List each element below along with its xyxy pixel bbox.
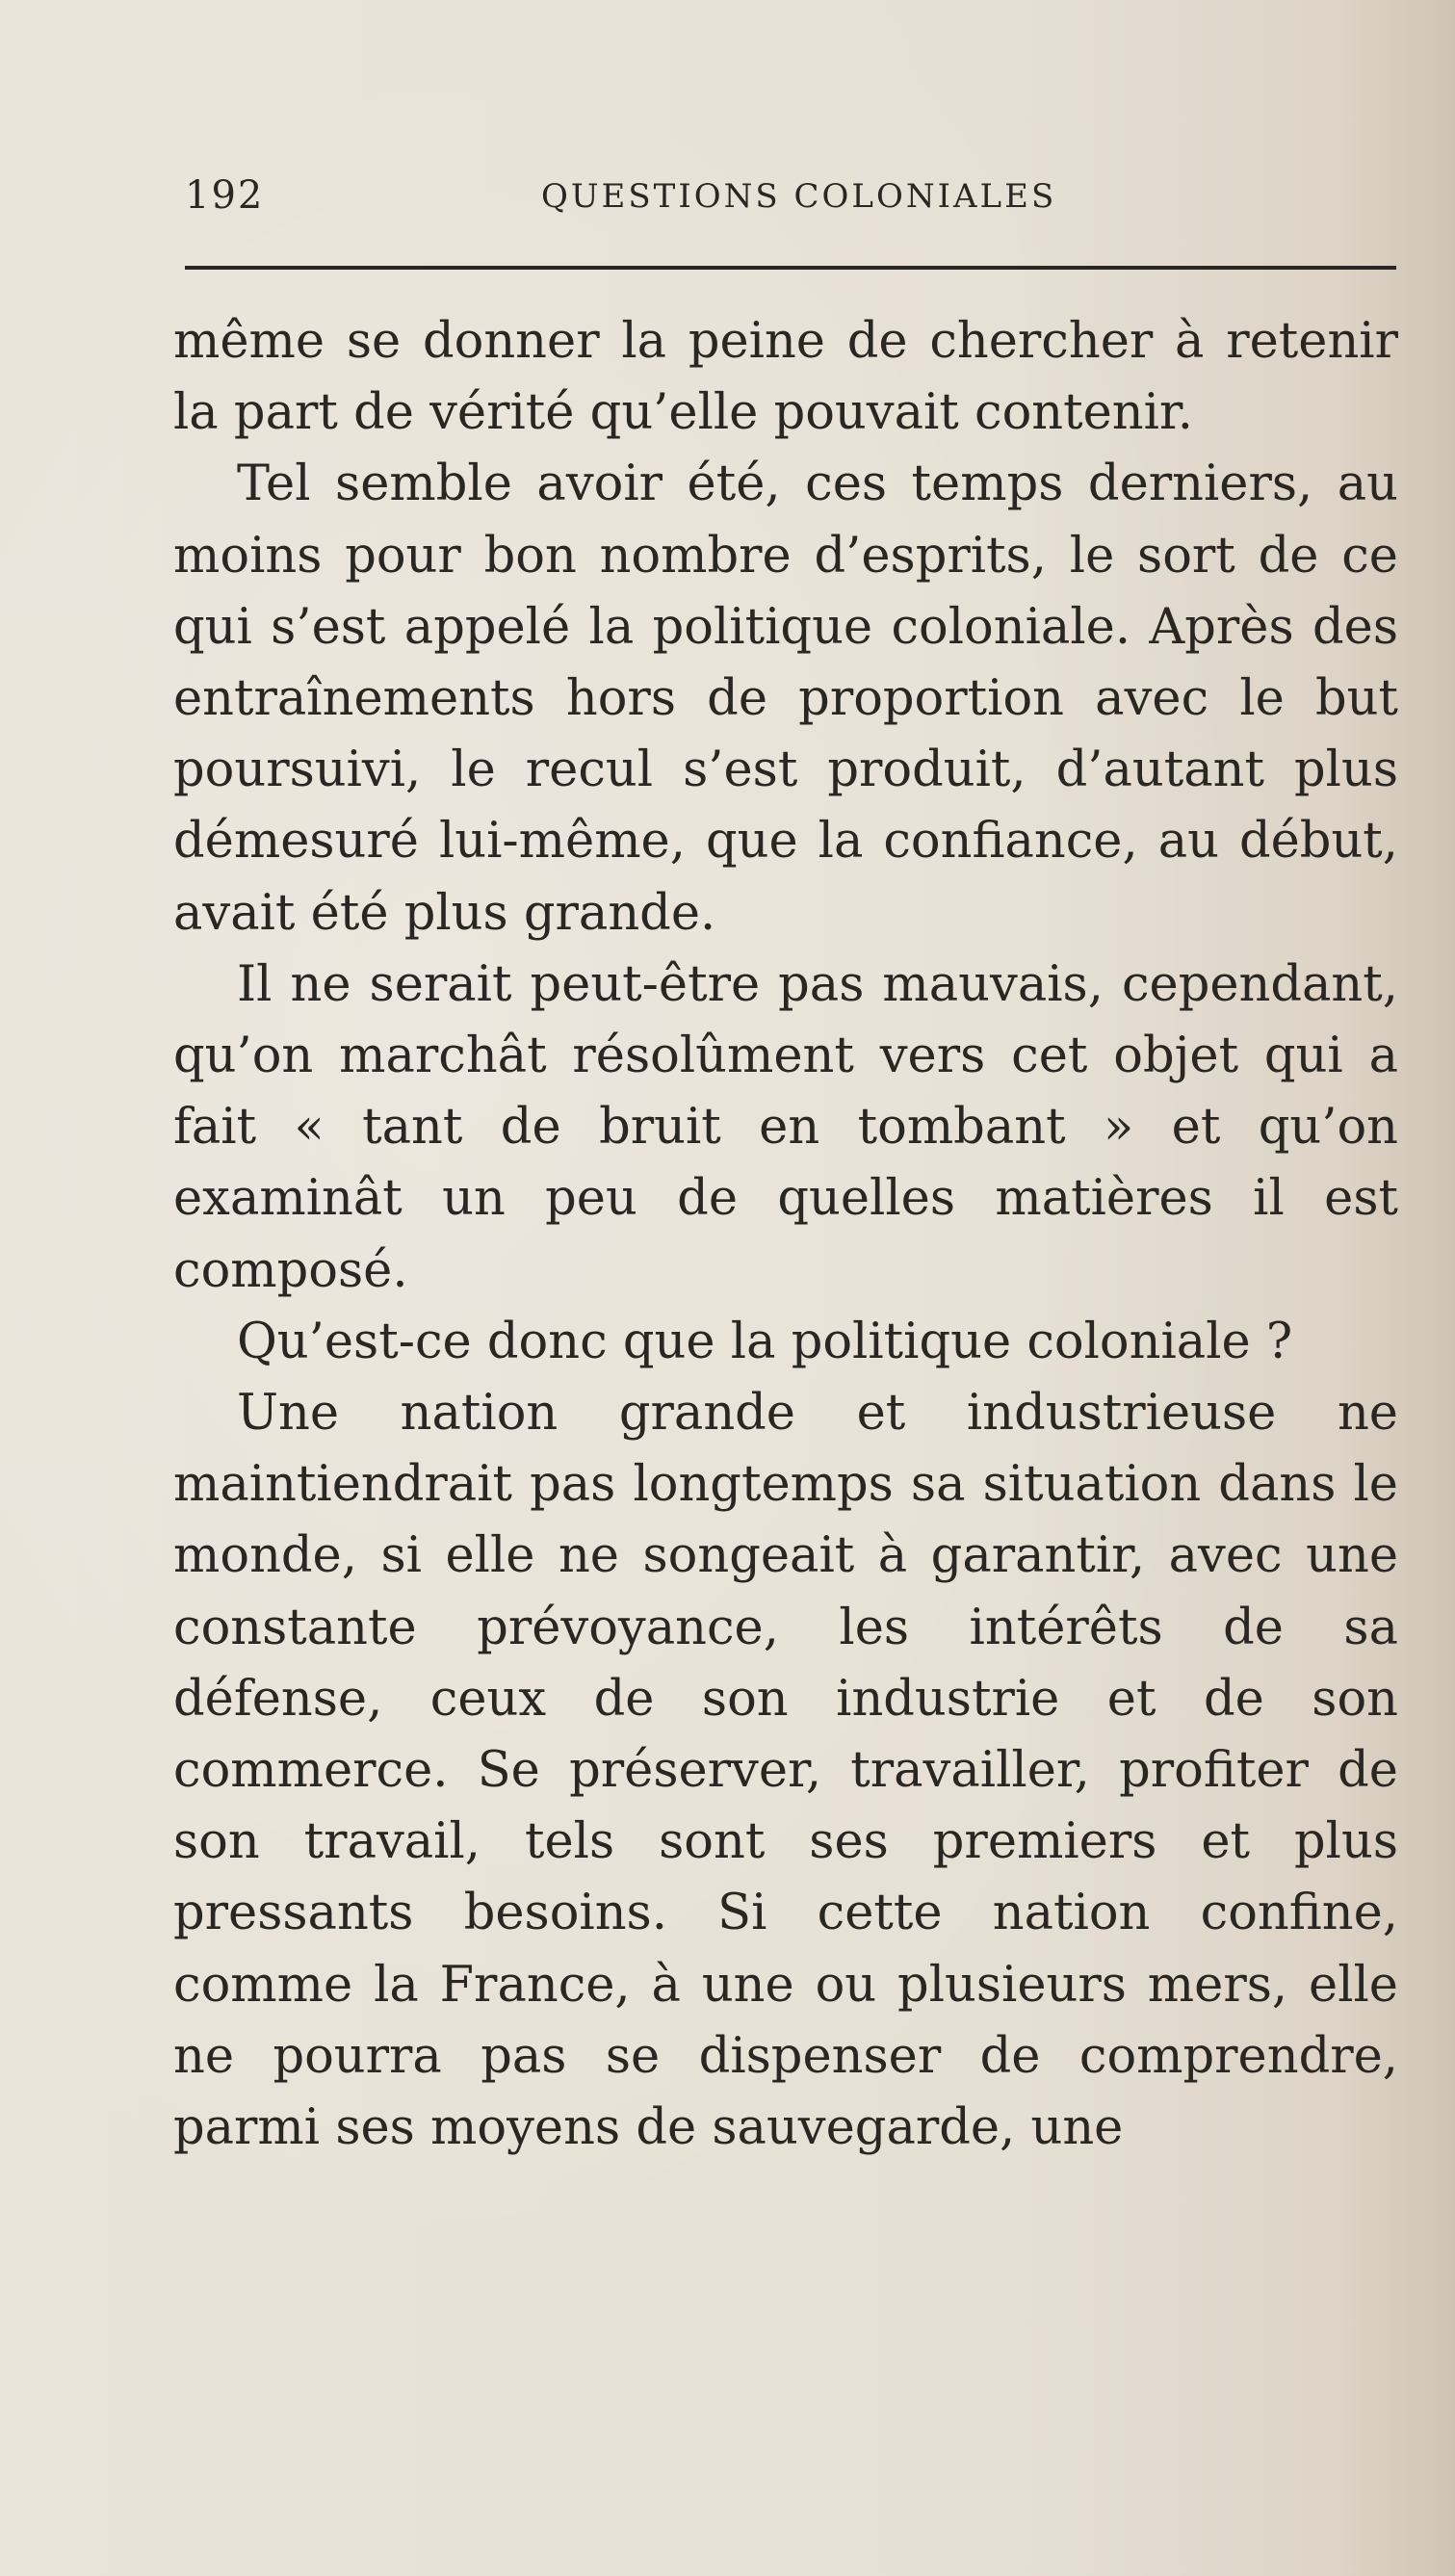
paragraph: Il ne serait peut-être pas mauvais, cependant, qu’on marchât résolûment vers cet objet qui a fait « tant de bruit en tombant » et qu’on examinât un peu de quelles matières il est composé. [173,955,1398,1299]
paragraph-continuation: même se donner la peine de chercher à retenir la part de vérité qu’elle pouvait contenir. [173,313,1398,442]
header-rule [185,266,1396,270]
page-number: 192 [185,173,265,218]
running-title: QUESTIONS COLONIALES [541,177,1057,216]
body-text [173,306,1398,2164]
paragraph: Une nation grande et industrieuse ne maintiendrait pas longtemps sa situation dans le monde, si elle ne songeait à garantir, avec une constante prévoyance, les intérêts de sa défense, ceux de son industrie et de son commerce. Se préserver, travailler, profiter de son travail, tels sont ses premiers et plus pressants besoins. Si cette nation confine, comme la France, à une ou plusieurs mers, elle ne pourra pas se dispenser de comprendre, parmi ses moyens de sauvegarde, une [173,1385,1398,2157]
paragraph: Qu’est-ce donc que la politique coloniale ? [237,1313,1293,1370]
paragraph: Tel semble avoir été, ces temps derniers, au moins pour bon nombre d’esprits, le sort de ce qui s’est appelé la politique coloniale. Après des entraînements hors de proportion avec le but poursuivi, le recul s’est produit, d’autant plus démesuré lui-même, que la confiance, au début, avait été plus grande. [173,455,1398,942]
page-header [185,173,1398,231]
